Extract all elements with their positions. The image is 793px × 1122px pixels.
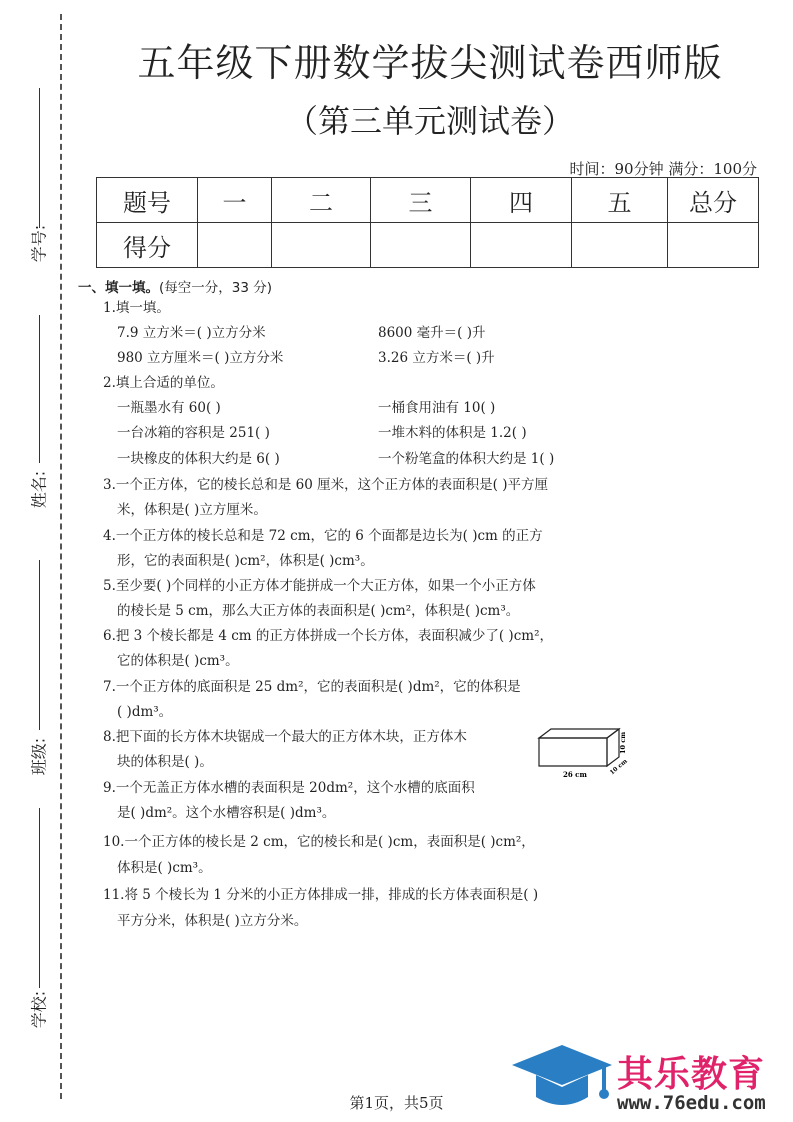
question-line: 10.一个正方体的棱长是 2 cm，它的棱长和是( )cm，表面积是( )cm²，: [103, 834, 535, 850]
question-line: 一桶食用油有 10( ): [378, 400, 496, 416]
cuboid-front-face: [539, 738, 607, 766]
school-line: [39, 808, 40, 988]
table-header-cell: 题号: [97, 178, 198, 223]
question-line: 9.一个无盖正方体水槽的表面积是 20dm²，这个水槽的底面积: [103, 780, 475, 796]
question-line: 它的体积是( )cm³。: [117, 653, 239, 669]
cuboid-side-face: [607, 729, 619, 766]
score-cell[interactable]: [471, 223, 572, 268]
section-title: 一、填一填。: [78, 280, 159, 296]
question-line: 6.把 3 个棱长都是 4 cm 的正方体拼成一个长方体，表面积减少了( )cm²，: [103, 628, 553, 644]
question-line: ( )dm³。: [117, 704, 173, 720]
question-line: 米，体积是( )立方厘米。: [117, 502, 267, 518]
question-line: 一堆木料的体积是 1.2( ): [378, 425, 527, 441]
question-line: 3.一个正方体，它的棱长总和是 60 厘米，这个正方体的表面积是( )平方厘: [103, 477, 548, 493]
table-header-cell: 五: [572, 178, 668, 223]
question-line: 3.26 立方米＝( )升: [378, 350, 495, 366]
score-cell[interactable]: [572, 223, 668, 268]
score-cell[interactable]: [272, 223, 371, 268]
score-row-label: 得分: [97, 223, 198, 268]
school-label: 学校:: [29, 990, 49, 1029]
table-header-cell: 二: [272, 178, 371, 223]
cuboid-top-face: [539, 729, 619, 738]
question-line: 8.把下面的长方体木块锯成一个最大的正方体木块，正方体木: [103, 729, 467, 745]
question-line: 980 立方厘米＝( )立方分米: [117, 350, 284, 366]
score-cell[interactable]: [198, 223, 272, 268]
question-line: 11.将 5 个棱长为 1 分米的小正方体排成一排，排成的长方体表面积是( ): [103, 887, 539, 903]
height-label: 10 cm: [619, 731, 627, 754]
question-line: 体积是( )cm³。: [117, 860, 212, 876]
question-line: 形，它的表面积是( )cm²，体积是( )cm³。: [117, 553, 374, 569]
question-line: 5.至少要( )个同样的小正方体才能拼成一个大正方体，如果一个小正方体: [103, 578, 536, 594]
question-line: 2.填上合适的单位。: [103, 375, 224, 391]
page-subtitle: （第三单元测试卷）: [285, 102, 574, 140]
score-table-row: [97, 223, 759, 268]
score-table: [96, 177, 759, 268]
score-cell[interactable]: [668, 223, 759, 268]
student-id-line: [39, 88, 40, 228]
table-header-cell: 三: [371, 178, 471, 223]
question-line: 平方分米，体积是( )立方分米。: [117, 913, 308, 929]
class-label: 班级:: [29, 737, 49, 776]
class-line: [39, 560, 40, 730]
graduation-cap-icon: [510, 1043, 614, 1117]
question-line: 一个粉笔盒的体积大约是 1( ): [378, 451, 555, 467]
question-line: 一瓶墨水有 60( ): [117, 400, 221, 416]
page-title: 五年级下册数学拔尖测试卷西师版: [137, 41, 723, 85]
page-number: 第1页，共5页: [349, 1094, 444, 1112]
question-line: 1.填一填。: [103, 300, 170, 316]
binding-dashed-line: [60, 14, 62, 1099]
table-header-cell: 一: [198, 178, 272, 223]
section-heading: [78, 276, 272, 296]
logo-url[interactable]: www.76edu.com: [617, 1092, 766, 1114]
question-line: 一台冰箱的容积是 251( ): [117, 425, 270, 441]
name-label: 姓名:: [29, 470, 49, 509]
table-header-cell: 总分: [668, 178, 759, 223]
question-line: 4.一个正方体的棱长总和是 72 cm，它的 6 个面都是边长为( )cm 的正方: [103, 528, 543, 544]
question-line: 的棱长是 5 cm，那么大正方体的表面积是( )cm²，体积是( )cm³。: [117, 603, 520, 619]
question-line: 块的体积是( )。: [117, 754, 213, 770]
section-note: (每空一分，33 分): [159, 280, 273, 296]
table-header-cell: 四: [471, 178, 572, 223]
name-line: [39, 315, 40, 463]
student-id-label: 学号:: [29, 224, 49, 263]
logo-name: 其乐教育: [617, 1054, 766, 1095]
exam-time-score: 时间：90分钟 满分：100分: [569, 160, 757, 178]
cuboid-figure: [535, 726, 635, 782]
question-line: 7.9 立方米＝( )立方分米: [117, 325, 266, 341]
score-table-header-row: [97, 178, 759, 223]
question-line: 是( )dm²。这个水槽容积是( )dm³。: [117, 805, 336, 821]
question-line: 一块橡皮的体积大约是 6( ): [117, 451, 280, 467]
question-line: 7.一个正方体的底面积是 25 dm²，它的表面积是( )dm²，它的体积是: [103, 679, 521, 695]
length-label: 26 cm: [563, 770, 587, 779]
question-line: 8600 毫升＝( )升: [378, 325, 486, 341]
score-cell[interactable]: [371, 223, 471, 268]
width-label: 10 cm: [608, 757, 629, 777]
